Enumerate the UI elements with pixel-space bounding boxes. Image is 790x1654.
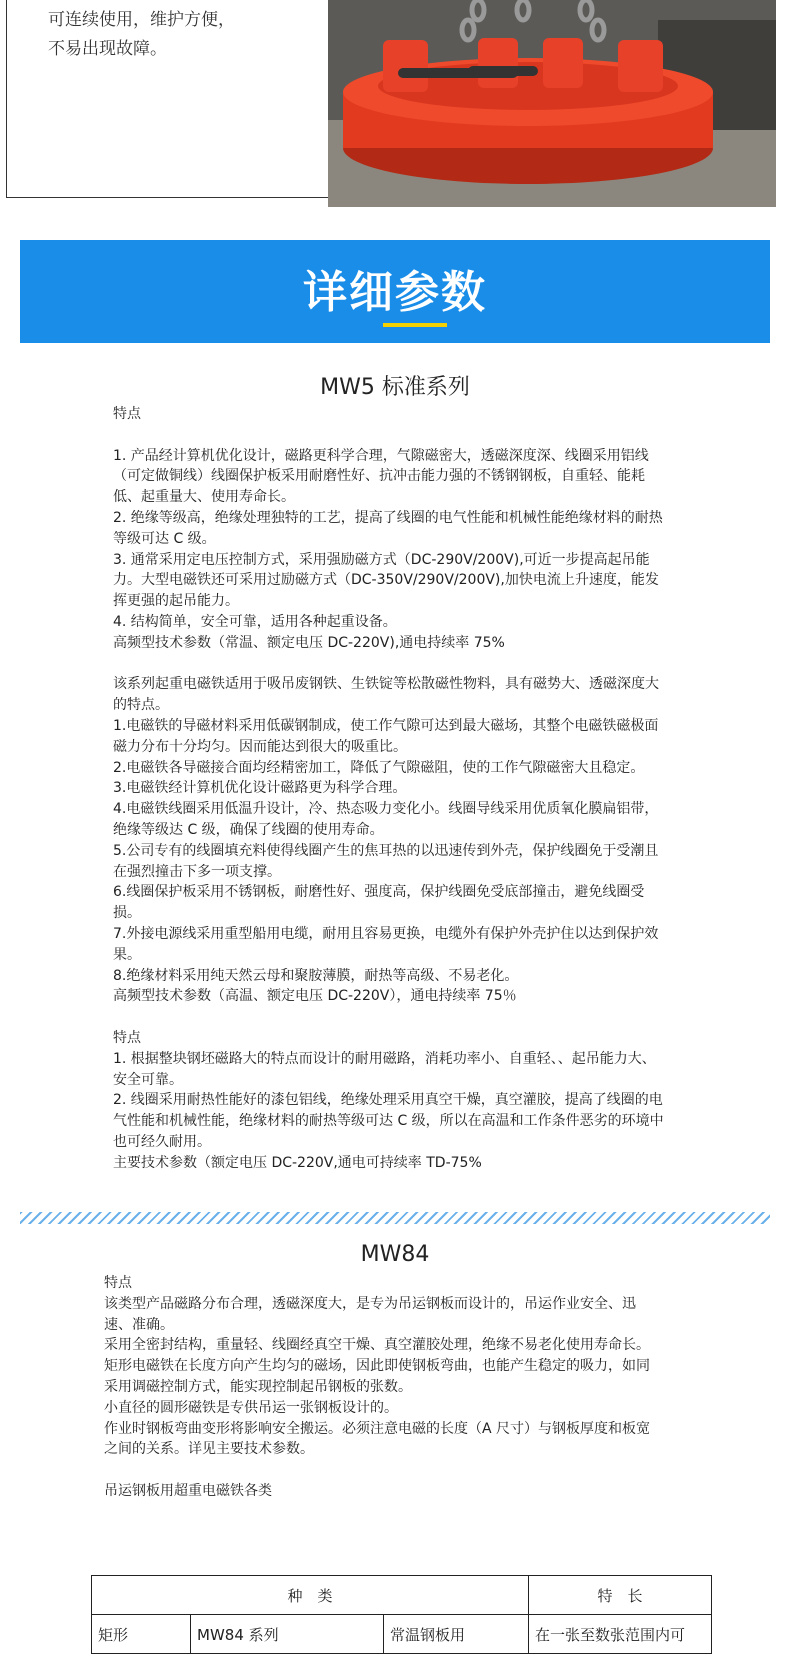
paragraph: 作业时钢板弯曲变形将影响安全搬运。必须注意电磁的长度（A 尺寸）与钢板厚度和板宽之间的关系。详见主要技术参数。 bbox=[104, 1420, 651, 1458]
section-divider bbox=[20, 1212, 770, 1224]
paragraph: 2. 绝缘等级高，绝缘处理独特的工艺，提高了线圈的电气性能和机械性能绝缘材料的耐热等级可达 C 级。 bbox=[113, 509, 663, 547]
section-banner bbox=[20, 240, 770, 343]
table-cell: 常温钢板用 bbox=[384, 1615, 529, 1654]
paragraph: 采用全密封结构，重量轻、线圈经真空干燥、真空灌胶处理，绝缘不易老化使用寿命长。 bbox=[104, 1337, 650, 1354]
paragraph bbox=[113, 1007, 669, 1028]
paragraph: 8.绝缘材料采用纯天然云母和聚胺薄膜，耐热等高级、不易老化。 bbox=[113, 967, 519, 984]
paragraph: 1.电磁铁的导磁材料采用低碳钢制成，使工作气隙可达到最大磁场，其整个电磁铁磁极面磁力分布十分均匀。因而能达到很大的吸重比。 bbox=[113, 717, 659, 755]
lifting-magnet-photo bbox=[328, 0, 776, 207]
table-cell: 矩形 bbox=[92, 1615, 191, 1654]
paragraph: 该系列起重电磁铁适用于吸吊废钢铁、生铁锭等松散磁性物料，具有磁势大、透磁深度大的特点。 bbox=[113, 676, 659, 714]
paragraph: 3.电磁铁经计算机优化设计磁路更为科学合理。 bbox=[113, 780, 407, 797]
paragraph: 4. 结构简单，安全可靠，适用各种起重设备。 bbox=[113, 613, 397, 630]
paragraph: 特点 bbox=[104, 1275, 132, 1291]
table-row bbox=[92, 1615, 712, 1654]
banner-title: 详细参数 bbox=[303, 267, 487, 318]
feature-line: 不易出现故障。 bbox=[48, 39, 167, 59]
table-header-feature: 特 长 bbox=[529, 1576, 712, 1615]
feature-text bbox=[48, 6, 235, 64]
paragraph bbox=[113, 654, 669, 675]
paragraph: 高频型技术参数（常温、额定电压 DC-220V),通电持续率 75% bbox=[113, 634, 505, 651]
mw5-title: MW5 标准系列 bbox=[320, 375, 470, 400]
paragraph: 4.电磁铁线圈采用低温升设计，冷、热态吸力变化小。线圈导线采用优质氧化膜扁铝带，绝缘等级达 C 级，确保了线圈的使用寿命。 bbox=[113, 801, 659, 838]
paragraph: 特点 bbox=[113, 406, 141, 422]
paragraph: 7.外接电源线采用重型船用电缆，耐用且容易更换，电缆外有保护外壳护住以达到保护效果。 bbox=[113, 925, 659, 963]
feature-line: 可连续使用，维护方便， bbox=[48, 10, 235, 30]
table-cell: 在一张至数张范围内可 bbox=[529, 1615, 712, 1654]
banner-underline bbox=[383, 323, 447, 327]
paragraph: 矩形电磁铁在长度方向产生均匀的磁场，因此即使钢板弯曲，也能产生稳定的吸力，如同采用调磁控制方式，能实现控制起吊钢板的张数。 bbox=[104, 1358, 650, 1395]
mw5-description bbox=[113, 404, 669, 1173]
paragraph bbox=[104, 1460, 660, 1481]
paragraph: 特点 bbox=[113, 1029, 141, 1046]
paragraph bbox=[113, 425, 669, 446]
lifting-magnet-illustration bbox=[328, 0, 776, 207]
paragraph: 2. 线圈采用耐热性能好的漆包铝线，绝缘处理采用真空干燥，真空灌胶，提高了线圈的电气性能和机械性能，绝缘材料的耐热等级可达 C 级，所以在高温和工作条件恶劣的环境中也可经久耐用。 bbox=[113, 1092, 664, 1150]
mw84-description bbox=[104, 1273, 660, 1502]
paragraph: 小直径的圆形磁铁是专供吊运一张钢板设计的。 bbox=[104, 1399, 398, 1416]
paragraph: 5.公司专有的线圈填充料使得线圈产生的焦耳热的以迅速传到外壳，保护线圈免于受潮且在强烈撞击下多一项支撑。 bbox=[113, 842, 659, 880]
magnet-types-table bbox=[91, 1575, 712, 1654]
paragraph: 2.电磁铁各导磁接合面均经精密加工，降低了气隙磁阻，使的工作气隙磁密大且稳定。 bbox=[113, 759, 645, 776]
paragraph: 该类型产品磁路分布合理，透磁深度大，是专为吊运钢板而设计的，吊运作业安全、迅速、准确。 bbox=[104, 1295, 636, 1333]
paragraph: 6.线圈保护板采用不锈钢板，耐磨性好、强度高，保护线圈免受底部撞击，避免线圈受损。 bbox=[113, 884, 645, 922]
paragraph: 吊运钢板用超重电磁铁各类 bbox=[104, 1482, 272, 1499]
mw84-title: MW84 bbox=[360, 1242, 430, 1267]
paragraph: 1. 根据整块钢坯磁路大的特点而设计的耐用磁路，消耗功率小、自重轻、、起吊能力大、安全可靠。 bbox=[113, 1050, 656, 1088]
table-header-row bbox=[92, 1576, 712, 1615]
paragraph: 主要技术参数（额定电压 DC-220V,通电可持续率 TD-75% bbox=[113, 1154, 482, 1171]
paragraph: 1. 产品经计算机优化设计，磁路更科学合理，气隙磁密大，透磁深度深、线圈采用铝线（可定做铜线）线圈保护板采用耐磨性好、抗冲击能力强的不锈钢钢板，自重轻、能耗低、起重量大、使用寿命长。 bbox=[113, 447, 649, 506]
table-cell: MW84 系列 bbox=[191, 1615, 384, 1654]
paragraph: 高频型技术参数（高温、额定电压 DC-220V），通电持续率 75％ bbox=[113, 988, 517, 1005]
table-header-type: 种 类 bbox=[92, 1576, 529, 1615]
paragraph: 3. 通常采用定电压控制方式，采用强励磁方式（DC-290V/200V),可近一步提高起吊能力。大型电磁铁还可采用过励磁方式（DC-350V/290V/200V),加快电流上升速度，能发挥更强的起吊能力。 bbox=[113, 551, 659, 610]
